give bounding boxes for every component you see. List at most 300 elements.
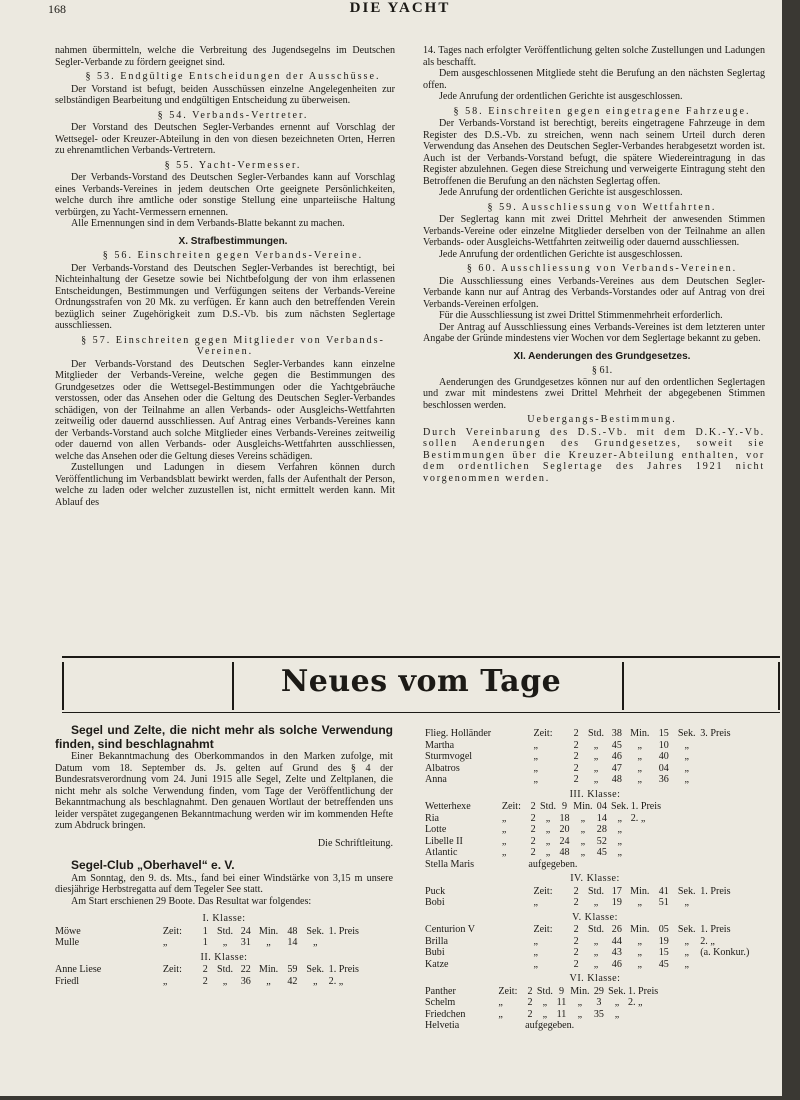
- result-cell: 2: [573, 947, 579, 958]
- result-row: [425, 774, 765, 786]
- result-cell: „: [684, 739, 689, 751]
- result-cell: [711, 859, 720, 871]
- result-cell: 17: [611, 885, 622, 897]
- result-cell: 2: [527, 1008, 533, 1020]
- result-cell: 2. „: [627, 997, 643, 1008]
- result-cell: [631, 836, 677, 848]
- result-cell: [677, 859, 689, 871]
- result-cell: „: [684, 947, 689, 958]
- result-cell: „: [580, 847, 586, 858]
- result-cell: [695, 1020, 710, 1032]
- result-cell: Std.: [217, 925, 234, 937]
- result-cell: „: [637, 935, 643, 947]
- result-cell: 1: [202, 937, 208, 948]
- result-cell: [700, 763, 765, 775]
- result-cell: Sek.: [608, 985, 626, 997]
- result-cell: [700, 897, 765, 909]
- result-cell: 2: [573, 897, 579, 908]
- result-cell: 15: [658, 947, 669, 958]
- paragraph: Der Verbands-Vorstand des Deutschen Segler-Verbandes kann auf Vorschlag eines Verbands-Vereines in jedem deutschen Orte geeignete Persönlichkeiten, welche durch ihre amtliche oder sonstige Stellung eine unparteiische Haltung verbürgen, zu Yacht-Vermessern ernennen.: [55, 172, 395, 218]
- boat-name: Bubi: [425, 947, 445, 958]
- boat-name: Albatros: [425, 762, 460, 774]
- boat-name: Bobi: [425, 897, 445, 908]
- result-cell: 36: [240, 975, 251, 987]
- class-heading: III. Klasse:: [569, 788, 621, 800]
- result-cell: „: [542, 997, 548, 1008]
- result-row: [425, 997, 765, 1009]
- result-cell: Sek.: [677, 924, 696, 935]
- result-cell: „: [684, 762, 689, 774]
- result-cell: 45: [658, 958, 669, 970]
- result-cell: Sek.: [306, 925, 325, 937]
- boat-name: Helvetia: [425, 1020, 460, 1031]
- result-cell: 24: [559, 835, 570, 847]
- result-cell: 44: [611, 935, 622, 947]
- result-row: [55, 964, 393, 976]
- paragraph: Zustellungen und Ladungen in diesem Verfahren können durch Veröffentlichung im Verbandsblatt bewirkt werden, falls der Aufenthalt der Person, welche zu laden oder welcher zuzustellen ist, nicht ermittelt werden kann. Mit Ablauf des: [55, 462, 395, 508]
- result-cell: „: [684, 774, 689, 785]
- result-row: [425, 1020, 765, 1032]
- result-cell: „: [498, 997, 503, 1008]
- result-cell: „: [593, 897, 599, 908]
- result-cell: Zeit:: [162, 964, 182, 975]
- result-row: [425, 924, 765, 936]
- chapter-heading: X. Strafbestimmungen.: [178, 235, 288, 247]
- result-cell: „: [533, 947, 538, 958]
- result-cell: „: [637, 739, 643, 751]
- result-cell: 1. Preis: [700, 924, 731, 935]
- result-cell: [733, 1020, 765, 1032]
- result-cell: 42: [287, 975, 298, 987]
- result-cell: 2: [202, 975, 208, 987]
- result-cell: 11: [556, 1008, 567, 1020]
- boat-name: Atlantic: [425, 847, 458, 858]
- result-cell: „: [312, 975, 318, 987]
- result-cell: Zeit:: [498, 985, 518, 997]
- result-cell: 2: [573, 728, 579, 739]
- boat-name: Ria: [425, 812, 440, 824]
- result-cell: „: [637, 762, 643, 774]
- result-cell: 19: [611, 897, 622, 908]
- result-cell: 45: [611, 739, 622, 751]
- result-cell: 19: [658, 935, 669, 947]
- result-cell: [700, 751, 765, 763]
- result-cell: „: [162, 937, 168, 948]
- results-table-right: [425, 728, 765, 1032]
- results-table: [55, 964, 393, 987]
- result-cell: Min.: [573, 801, 593, 812]
- result-cell: 2: [530, 812, 536, 824]
- result-cell: 48: [287, 925, 298, 937]
- result-row: [425, 824, 765, 836]
- result-cell: 1. Preis: [328, 925, 359, 937]
- boat-name: Martha: [425, 739, 455, 751]
- result-cell: Std.: [536, 985, 553, 997]
- result-cell: „: [617, 812, 623, 824]
- section-heading: § 54. Verbands-Vertreter.: [157, 109, 309, 121]
- result-cell: 45: [596, 847, 607, 858]
- result-cell: „: [501, 824, 507, 835]
- result-cell: „: [593, 762, 599, 774]
- paragraph: Für die Ausschliessung ist zwei Drittel Stimmenmehrheit erforderlich.: [439, 310, 723, 321]
- boat-name: Lotte: [425, 824, 447, 835]
- boat-name: Katze: [425, 958, 449, 970]
- result-cell: „: [577, 1008, 583, 1020]
- result-cell: 14: [596, 812, 607, 824]
- result-cell: „: [593, 751, 599, 762]
- result-cell: „: [545, 812, 551, 824]
- result-cell: 41: [658, 885, 669, 897]
- result-cell: Sek.: [677, 728, 696, 739]
- paragraph: Jede Anrufung der ordentlichen Gerichte ist ausgeschlossen.: [439, 187, 683, 198]
- result-cell: „: [533, 958, 538, 970]
- result-cell: „: [637, 947, 643, 958]
- result-cell: „: [593, 739, 599, 751]
- article-title: Segel-Club „Oberhavel“ e. V.: [71, 858, 235, 872]
- result-row: [425, 751, 765, 763]
- result-cell: 2: [530, 835, 536, 847]
- result-cell: Std.: [539, 801, 556, 812]
- section-heading: § 55. Yacht-Vermesser.: [164, 159, 302, 171]
- result-cell: 28: [596, 824, 607, 835]
- paragraph: Jede Anrufung der ordentlichen Gerichte ist ausgeschlossen.: [439, 248, 683, 260]
- boat-name: Brilla: [425, 935, 448, 947]
- result-row: [425, 728, 765, 740]
- result-cell: 29: [593, 985, 604, 997]
- result-cell: 51: [658, 897, 669, 908]
- result-cell: 2: [573, 762, 579, 774]
- result-cell: Sek.: [610, 801, 629, 812]
- result-cell: [720, 859, 733, 871]
- result-cell: „: [593, 947, 599, 958]
- result-row: [425, 886, 765, 898]
- results-table: [425, 728, 765, 786]
- paragraph: Der Verbands-Vorstand des Deutschen Segler-Verbandes kann einzelne Mitglieder der Verbands-Vereine, welche gegen die Bestimmungen des Grundgesetzes oder die Wettsegel-Bestimmungen oder die Yachtgebräuche verstossen, oder das Ansehen oder die Geltung des Deutschen Segler-Verbandes schädigen, von der Teilnahme an allen Verbands- oder Ausgleichs-Wettfahrten zeitweilig oder dauernd ausschliessen. Auf Antrag eines Verbands-Vereines kann der Verbands-Vorstand auch solche Mitglieder eines Verbands-Vereines zeitweilig oder dauernd von allen Verbands- oder Ausgleichs-Wettfahrten ausschliessen, welche das Ansehen oder die Geltung dieses Vereins schädigen.: [55, 358, 395, 462]
- result-cell: 40: [658, 751, 669, 762]
- result-cell: [700, 959, 765, 971]
- result-cell: 2: [530, 801, 536, 812]
- result-cell: 2: [573, 739, 579, 751]
- result-cell: 35: [593, 1008, 604, 1020]
- page-edge: [782, 0, 800, 1100]
- result-cell: 31: [240, 937, 251, 948]
- result-cell: „: [684, 958, 689, 970]
- class-heading: V. Klasse:: [572, 911, 618, 923]
- result-row: [425, 859, 765, 871]
- result-cell: Std.: [588, 728, 604, 739]
- result-row: [425, 986, 765, 998]
- result-cell: 48: [611, 774, 622, 785]
- section-heading: § 61.: [591, 365, 613, 376]
- result-cell: 2. „: [328, 975, 344, 987]
- result-row: [425, 947, 765, 959]
- result-cell: „: [266, 937, 271, 948]
- result-cell: Zeit:: [533, 924, 553, 935]
- class-heading: II. Klasse:: [200, 951, 248, 963]
- result-cell: Min.: [570, 985, 590, 997]
- result-cell: „: [266, 975, 271, 987]
- result-cell: Zeit:: [533, 885, 553, 897]
- result-cell: 2. „: [700, 935, 715, 947]
- paragraph: 14. Tages nach erfolgter Veröffentlichung gelten solche Zustellungen und Ladungen als beschafft.: [423, 45, 765, 68]
- result-row: [425, 740, 765, 752]
- result-cell: „: [222, 975, 228, 987]
- result-row: [425, 801, 765, 813]
- result-cell: 04: [658, 762, 669, 774]
- result-cell: 2: [573, 751, 579, 762]
- running-title: DIE YACHT: [349, 0, 451, 16]
- page-edge-bottom: [0, 1096, 800, 1100]
- result-cell: 11: [556, 997, 567, 1008]
- result-cell: „: [617, 847, 623, 858]
- result-cell: 1. Preis: [328, 964, 359, 975]
- result-row: [425, 847, 765, 859]
- result-cell: 10: [658, 739, 669, 751]
- section-heading: § 60. Ausschliessung von Verbands-Vereinen.: [466, 263, 738, 274]
- news-banner: [62, 656, 780, 713]
- section-heading: § 57. Einschreiten gegen Mitglieder von Verbands-Vereinen.: [81, 334, 385, 357]
- result-cell: [689, 859, 697, 871]
- result-cell: „: [684, 897, 689, 908]
- result-cell: 24: [240, 925, 251, 937]
- result-cell: 2: [527, 997, 533, 1008]
- boat-name: Flieg. Holländer: [425, 728, 492, 739]
- results-table: [425, 986, 765, 1032]
- article-title: Segel und Zelte, die nicht mehr als solche Verwendung finden, sind beschlagnahmt: [55, 723, 393, 751]
- result-cell: Sek.: [306, 964, 325, 975]
- result-cell: „: [617, 835, 623, 847]
- boat-name: Anna: [425, 774, 447, 785]
- result-cell: 15: [658, 728, 669, 739]
- result-cell: „: [545, 847, 551, 858]
- result-cell: Std.: [588, 924, 604, 935]
- result-cell: 1. Preis: [627, 985, 659, 997]
- result-cell: [631, 847, 677, 859]
- results-table-left: [55, 913, 393, 987]
- result-cell: 1: [202, 925, 208, 937]
- result-cell: 43: [611, 947, 622, 958]
- paragraph: Am Sonntag, den 9. ds. Mts., fand bei einer Windstärke von 3,15 m unsere diesjährige Herbstregatta auf dem Tegeler See statt.: [55, 872, 393, 895]
- result-cell: [710, 1020, 719, 1032]
- result-cell: „: [498, 1008, 503, 1020]
- result-cell: [719, 1020, 732, 1032]
- result-cell: [631, 824, 677, 836]
- paragraph: Der Verbands-Vorstand des Deutschen Segler-Verbandes ist berechtigt, bei Nichteinhaltung der Gesetze sowie bei Nichtbefolgung der von ihm erlassenen Entscheidungen, Bestimmungen und Verfügungen seitens der Verbands-Vereine Ordnungsstrafen von 20 Mk. zu verfügen. Er kann auch den betreffenden Verein bezüglich seiner Zugehörigkeit zum D.S.-Vb. bis zum nächsten Seglertage ausschliessen.: [55, 262, 395, 331]
- result-cell: 2: [573, 774, 579, 785]
- boat-name: Mulle: [55, 937, 80, 948]
- result-cell: „: [614, 997, 620, 1008]
- result-cell: „: [580, 812, 586, 824]
- result-row: [425, 1009, 765, 1021]
- result-cell: 59: [287, 964, 298, 975]
- right-column: [423, 45, 765, 484]
- result-cell: „: [533, 935, 538, 947]
- result-cell: „: [501, 812, 507, 824]
- result-cell: 2: [530, 847, 536, 858]
- result-cell: „: [684, 751, 689, 762]
- boat-name: Libelle II: [425, 835, 463, 847]
- result-cell: 18: [559, 812, 570, 824]
- result-cell: 2. „: [630, 812, 646, 824]
- boat-name: Sturmvogel: [425, 751, 473, 762]
- result-cell: „: [312, 937, 318, 948]
- result-cell: 48: [559, 847, 570, 858]
- result-cell: 1. Preis: [630, 801, 662, 812]
- class-heading: I. Klasse:: [202, 913, 246, 924]
- section-heading: § 58. Einschreiten gegen eingetragene Fahrzeuge.: [453, 105, 751, 117]
- results-table: [425, 886, 765, 909]
- paragraph: Der Verbands-Vorstand ist berechtigt, bereits eingetragene Fahrzeuge in dem Register des D.S.-Vb. zu streichen, wenn nach seinem Urteil durch deren Verwendung das Ansehen des Deutschen Segler-Verbandes herabgesetzt worden ist. Auch ist der Verbands-Vorstand befugt, die spätere Wiedereintragung in das Register abzulehnen. Gegen diese Streichung und verweigerte Eintragung steht den Betroffenen die Berufung an den nächsten Seglertag offen.: [423, 118, 765, 187]
- boat-name: Möwe: [55, 925, 81, 937]
- signature: Die Schriftleitung.: [317, 837, 393, 849]
- result-cell: 05: [658, 924, 669, 935]
- result-cell: 38: [611, 728, 622, 739]
- left-column: [55, 45, 395, 508]
- result-cell: Min.: [630, 924, 650, 935]
- result-cell: [329, 937, 393, 949]
- result-cell: 3. Preis: [700, 728, 731, 739]
- result-cell: 2: [573, 935, 579, 947]
- paragraph: Der Vorstand ist befugt, beiden Ausschüssen einzelne Angelegenheiten zur selbständigen Bearbeitung und endgültigen Entscheidung zu überweisen.: [55, 83, 395, 106]
- boat-name: Wetterhexe: [425, 801, 471, 812]
- result-cell: „: [617, 824, 623, 835]
- result-cell: „: [162, 975, 168, 987]
- result-row: [425, 813, 765, 825]
- boat-name: Friedchen: [425, 1008, 466, 1020]
- boat-name: Puck: [425, 885, 446, 897]
- result-cell: [502, 859, 529, 871]
- result-row: [55, 976, 393, 988]
- result-cell: 3: [596, 997, 602, 1008]
- result-cell: 2: [573, 885, 579, 897]
- result-cell: [628, 1009, 675, 1021]
- result-cell: Min.: [630, 885, 650, 897]
- paragraph: Am Start erschienen 29 Boote. Das Resultat war folgendes:: [71, 895, 312, 907]
- result-cell: 14: [287, 937, 298, 948]
- result-cell: „: [637, 774, 643, 785]
- result-cell: [687, 1020, 695, 1032]
- banner-title: Neues vom Tage: [280, 664, 562, 699]
- result-cell: 1. Preis: [700, 885, 731, 897]
- result-cell: „: [614, 1008, 620, 1020]
- result-cell: 2: [527, 985, 533, 997]
- result-cell: „: [545, 824, 551, 835]
- paragraph: Der Antrag auf Ausschliessung eines Verbands-Vereines ist dem letzteren unter Angabe der Gründe mindestens vier Wochen vor dem Seglertage bekannt zu geben.: [423, 321, 765, 344]
- result-cell: 2: [573, 924, 579, 935]
- result-cell: Sek.: [677, 885, 696, 897]
- result-cell: Std.: [588, 885, 604, 897]
- result-cell: „: [577, 997, 583, 1008]
- boat-name: Panther: [425, 985, 456, 997]
- result-cell: „: [545, 835, 551, 847]
- result-cell: Zeit:: [533, 728, 553, 739]
- result-row: [425, 897, 765, 909]
- result-cell: 2: [202, 964, 208, 975]
- section-heading: Uebergangs-Bestimmung.: [527, 414, 677, 425]
- result-cell: Zeit:: [162, 925, 182, 937]
- results-table: [425, 924, 765, 970]
- result-cell: „: [222, 937, 228, 948]
- paragraph: Aenderungen des Grundgesetzes können nur auf den ordentlichen Seglertagen und zwar mit mindestens zwei Drittel Mehrheit der abgegebenen Stimmen beschlossen werden.: [423, 376, 765, 411]
- paragraph: Dem ausgeschlossenen Mitgliede steht die Berufung an den nächsten Seglertag offen.: [423, 68, 765, 91]
- boat-name: Friedl: [55, 975, 80, 987]
- result-row: [425, 763, 765, 775]
- result-cell: „: [542, 1008, 548, 1020]
- result-cell: Min.: [258, 925, 279, 937]
- boat-name: Anne Liese: [55, 964, 102, 975]
- result-cell: aufgegeben.: [528, 858, 578, 870]
- result-cell: Min.: [630, 728, 650, 739]
- news-left-column: [55, 724, 393, 987]
- result-cell: „: [501, 847, 507, 858]
- result-row: [425, 959, 765, 971]
- boat-name: Stella Maris: [425, 858, 475, 870]
- section-heading: § 56. Einschreiten gegen Verbands-Vereine.: [102, 250, 364, 261]
- result-cell: 22: [240, 964, 251, 975]
- boat-name: Schelm: [425, 997, 456, 1008]
- result-cell: [700, 774, 765, 786]
- result-cell: 9: [558, 985, 564, 997]
- paragraph: Alle Ernennungen sind in dem Verbands-Blatte bekannt zu machen.: [71, 218, 345, 229]
- result-cell: „: [501, 835, 507, 847]
- news-right-column: [425, 728, 765, 1032]
- chapter-heading: XI. Aenderungen des Grundgesetzes.: [513, 350, 691, 362]
- paragraph: Jede Anrufung der ordentlichen Gerichte ist ausgeschlossen.: [439, 91, 683, 102]
- paragraph: Der Vorstand des Deutschen Segler-Verbandes ernennt auf Vorschlag der Wettsegel- oder Kreuzer-Abteilung in den von diesen bezeichneten Orten, Herren zu ehrenamtlichen Verbands-Vertretern.: [55, 122, 395, 156]
- result-cell: 26: [611, 924, 622, 935]
- result-cell: „: [637, 897, 643, 908]
- result-cell: 04: [596, 801, 607, 812]
- result-cell: 47: [611, 762, 622, 774]
- result-cell: „: [533, 739, 538, 751]
- result-cell: 46: [611, 751, 622, 762]
- result-row: [425, 836, 765, 848]
- result-cell: [734, 859, 765, 871]
- results-table: [425, 801, 765, 870]
- result-cell: Min.: [258, 964, 279, 975]
- paragraph: nahmen übermitteln, welche die Verbreitung des Jugendsegelns im Deutschen Segler-Verbande zu fördern geeignet sind.: [55, 45, 395, 68]
- result-cell: „: [580, 824, 586, 835]
- result-row: [55, 937, 393, 949]
- result-cell: 46: [611, 958, 622, 970]
- page-header: [0, 0, 780, 20]
- result-cell: Zeit:: [501, 801, 521, 812]
- paragraph: Der Seglertag kann mit zwei Drittel Mehrheit der anwesenden Stimmen Verbands-Vereine oder einzelne Mitglieder derselben von der Teilnahme an allen Verbands- oder Ausgleichs-Wettfahrten zeitweilig oder dauernd ausschliessen.: [423, 214, 765, 248]
- boat-name: Centurion V: [425, 924, 476, 935]
- paragraph: Durch Vereinbarung des D.S.-Vb. mit dem D.K.-Y.-Vb. sollen Aenderungen des Grundgesetzes, soweit sie Bestimmungen über die Kreuzer-Abteilung enthalten, vor dem ordentlichen Seglertage des Jahres 1921 nicht vorgenommen werden.: [423, 426, 765, 484]
- result-cell: [697, 859, 711, 871]
- section-heading: § 59. Ausschliessung von Wettfahrten.: [487, 201, 717, 213]
- result-cell: „: [637, 751, 643, 762]
- result-cell: [498, 1020, 525, 1032]
- result-cell: „: [580, 835, 586, 847]
- result-row: [425, 936, 765, 948]
- result-cell: aufgegeben.: [525, 1020, 575, 1031]
- result-cell: „: [684, 935, 689, 947]
- class-heading: VI. Klasse:: [569, 973, 621, 984]
- result-cell: „: [593, 958, 599, 970]
- results-table: [55, 926, 393, 949]
- result-row: [55, 926, 393, 938]
- result-cell: (a. Konkur.): [700, 947, 750, 958]
- result-cell: 36: [658, 774, 669, 785]
- paragraph: Die Ausschliessung eines Verbands-Vereines aus dem Deutschen Segler-Verbande kann nur auf Antrag des Verbands-Vorstandes oder auf Antrag von drei Verbands-Vereinen erfolgen.: [423, 275, 765, 310]
- result-cell: „: [533, 897, 538, 908]
- result-cell: 52: [596, 835, 607, 847]
- result-cell: [675, 1020, 687, 1032]
- result-cell: [700, 740, 765, 752]
- result-cell: 2: [530, 824, 536, 835]
